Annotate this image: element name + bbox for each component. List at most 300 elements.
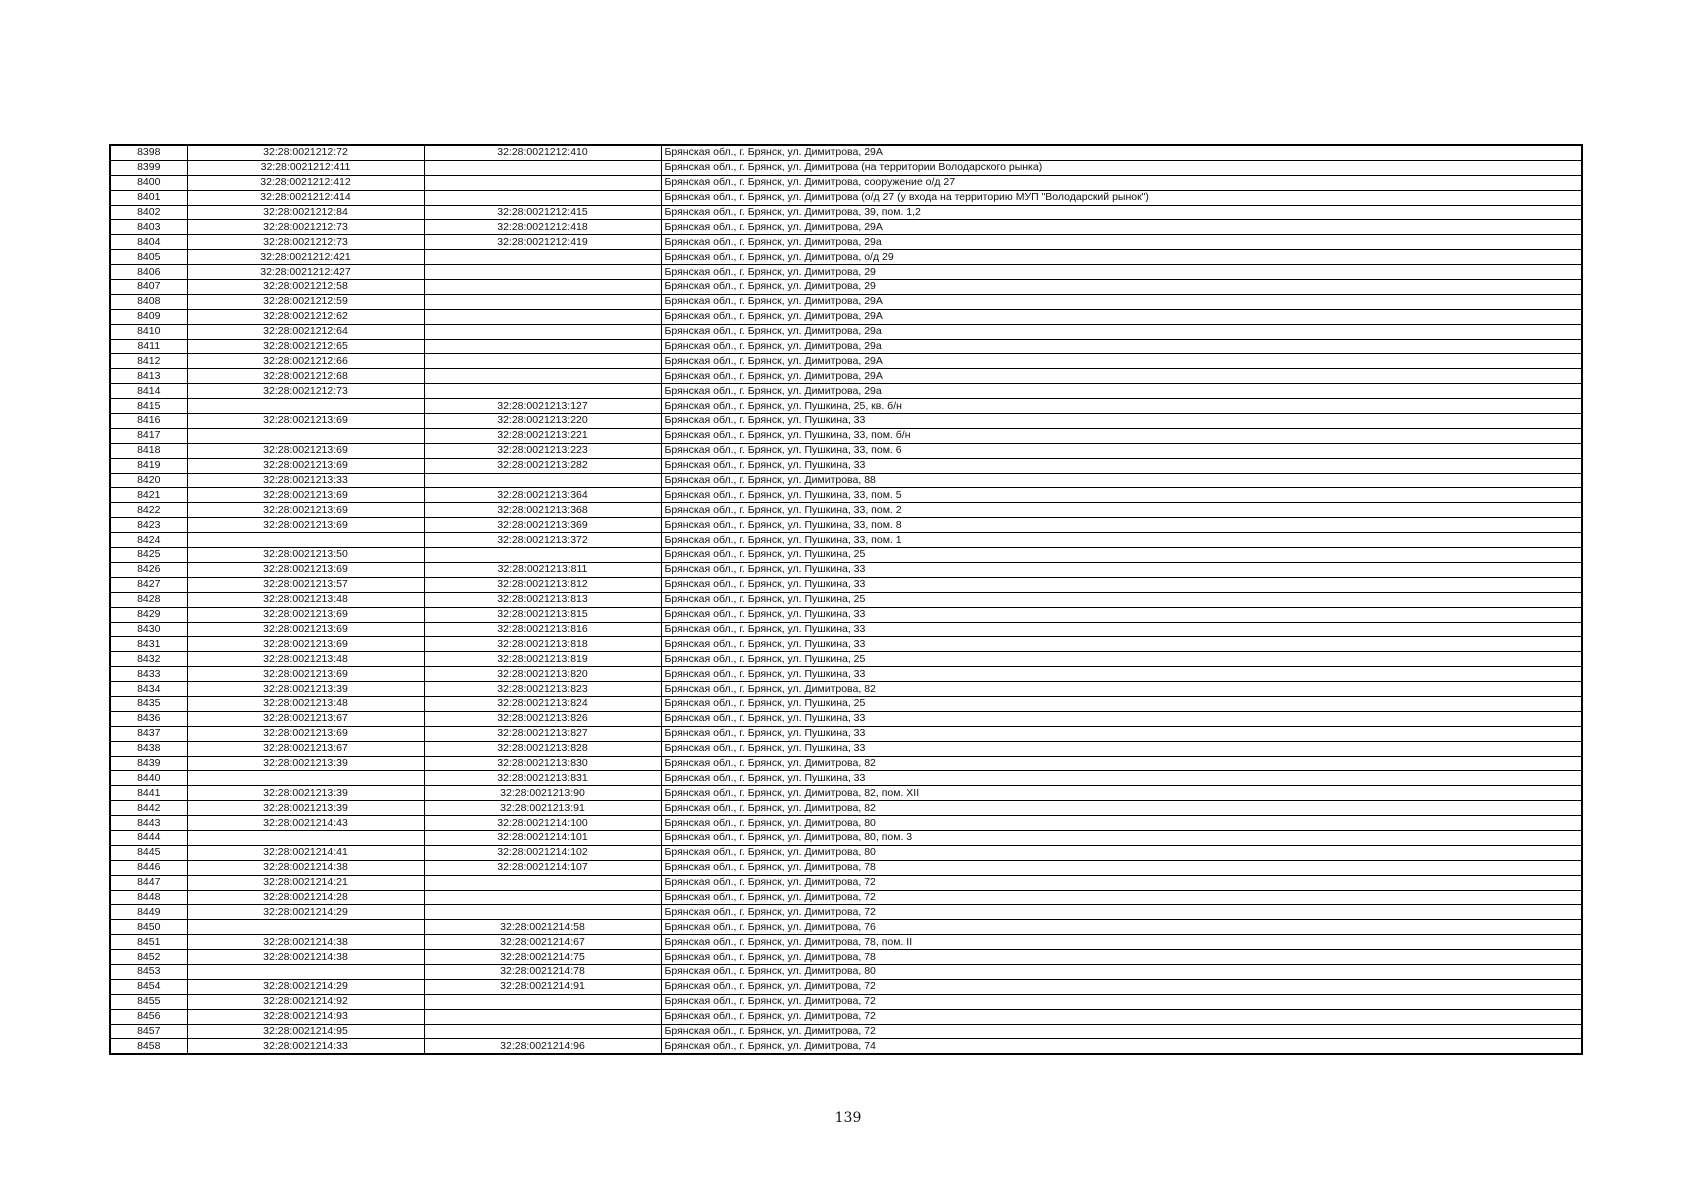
- row-number-cell: 8420: [110, 473, 187, 488]
- parcel-number-cell: 32:28:0021212:72: [187, 145, 424, 160]
- parcel-number-cell: 32:28:0021212:62: [187, 309, 424, 324]
- address-cell: Брянская обл., г. Брянск, ул. Димитрова, 76: [661, 920, 1582, 935]
- row-number-cell: 8436: [110, 711, 187, 726]
- row-number-cell: 8402: [110, 205, 187, 220]
- row-number-cell: 8439: [110, 756, 187, 771]
- address-cell: Брянская обл., г. Брянск, ул. Пушкина, 33, пом. 2: [661, 503, 1582, 518]
- row-number-cell: 8435: [110, 696, 187, 711]
- address-cell: Брянская обл., г. Брянск, ул. Димитрова, 74: [661, 1039, 1582, 1054]
- row-number-cell: 8450: [110, 920, 187, 935]
- table-row: [110, 518, 1582, 533]
- address-cell: Брянская обл., г. Брянск, ул. Димитрова, 29А: [661, 309, 1582, 324]
- row-number-cell: 8422: [110, 503, 187, 518]
- row-number-cell: 8456: [110, 1009, 187, 1024]
- table-row: [110, 741, 1582, 756]
- parcel-number-cell: 32:28:0021214:28: [187, 890, 424, 905]
- object-number-cell: 32:28:0021213:827: [424, 726, 661, 741]
- row-number-cell: 8432: [110, 652, 187, 667]
- parcel-number-cell: 32:28:0021212:58: [187, 280, 424, 295]
- row-number-cell: 8431: [110, 637, 187, 652]
- object-number-cell: 32:28:0021213:816: [424, 622, 661, 637]
- table-row: [110, 548, 1582, 563]
- parcel-number-cell: [187, 533, 424, 548]
- table-row: [110, 175, 1582, 190]
- parcel-number-cell: 32:28:0021213:69: [187, 503, 424, 518]
- parcel-number-cell: 32:28:0021212:84: [187, 205, 424, 220]
- parcel-number-cell: 32:28:0021212:66: [187, 354, 424, 369]
- table-row: [110, 890, 1582, 905]
- object-number-cell: 32:28:0021214:67: [424, 935, 661, 950]
- parcel-number-cell: 32:28:0021213:33: [187, 473, 424, 488]
- table-row: [110, 592, 1582, 607]
- address-cell: Брянская обл., г. Брянск, ул. Пушкина, 33: [661, 711, 1582, 726]
- row-number-cell: 8415: [110, 399, 187, 414]
- address-cell: Брянская обл., г. Брянск, ул. Димитрова, 29: [661, 265, 1582, 280]
- object-number-cell: 32:28:0021213:90: [424, 786, 661, 801]
- table-row: [110, 503, 1582, 518]
- parcel-number-cell: 32:28:0021213:69: [187, 622, 424, 637]
- object-number-cell: 32:28:0021213:220: [424, 414, 661, 429]
- object-number-cell: 32:28:0021213:826: [424, 711, 661, 726]
- row-number-cell: 8449: [110, 905, 187, 920]
- parcel-number-cell: 32:28:0021213:48: [187, 696, 424, 711]
- parcel-number-cell: 32:28:0021213:39: [187, 801, 424, 816]
- parcel-number-cell: 32:28:0021213:39: [187, 756, 424, 771]
- object-number-cell: 32:28:0021212:415: [424, 205, 661, 220]
- row-number-cell: 8447: [110, 875, 187, 890]
- table-row: [110, 756, 1582, 771]
- parcel-number-cell: 32:28:0021213:50: [187, 548, 424, 563]
- row-number-cell: 8414: [110, 384, 187, 399]
- parcel-number-cell: 32:28:0021214:21: [187, 875, 424, 890]
- parcel-number-cell: [187, 964, 424, 979]
- object-number-cell: 32:28:0021214:96: [424, 1039, 661, 1054]
- row-number-cell: 8410: [110, 324, 187, 339]
- parcel-number-cell: 32:28:0021214:93: [187, 1009, 424, 1024]
- address-cell: Брянская обл., г. Брянск, ул. Димитрова, 88: [661, 473, 1582, 488]
- table-row: [110, 860, 1582, 875]
- row-number-cell: 8407: [110, 280, 187, 295]
- parcel-number-cell: 32:28:0021213:69: [187, 562, 424, 577]
- object-number-cell: 32:28:0021213:824: [424, 696, 661, 711]
- row-number-cell: 8446: [110, 860, 187, 875]
- table-row: [110, 280, 1582, 295]
- object-number-cell: 32:28:0021213:831: [424, 771, 661, 786]
- table-row: [110, 935, 1582, 950]
- row-number-cell: 8399: [110, 160, 187, 175]
- parcel-number-cell: 32:28:0021212:421: [187, 250, 424, 265]
- address-cell: Брянская обл., г. Брянск, ул. Пушкина, 33, пом. 5: [661, 488, 1582, 503]
- address-cell: Брянская обл., г. Брянск, ул. Димитрова, 78: [661, 950, 1582, 965]
- row-number-cell: 8409: [110, 309, 187, 324]
- table-row: [110, 473, 1582, 488]
- row-number-cell: 8408: [110, 294, 187, 309]
- address-cell: Брянская обл., г. Брянск, ул. Димитрова, 29А: [661, 294, 1582, 309]
- table-row: [110, 160, 1582, 175]
- table-row: [110, 354, 1582, 369]
- table-row: [110, 562, 1582, 577]
- address-cell: Брянская обл., г. Брянск, ул. Димитрова, 39, пом. 1,2: [661, 205, 1582, 220]
- table-row: [110, 309, 1582, 324]
- address-cell: Брянская обл., г. Брянск, ул. Димитрова, 78: [661, 860, 1582, 875]
- row-number-cell: 8452: [110, 950, 187, 965]
- address-cell: Брянская обл., г. Брянск, ул. Пушкина, 33: [661, 637, 1582, 652]
- table-row: [110, 488, 1582, 503]
- address-cell: Брянская обл., г. Брянск, ул. Димитрова, 29А: [661, 369, 1582, 384]
- parcel-number-cell: 32:28:0021213:67: [187, 711, 424, 726]
- parcel-number-cell: 32:28:0021213:69: [187, 458, 424, 473]
- object-number-cell: 32:28:0021213:815: [424, 607, 661, 622]
- address-cell: Брянская обл., г. Брянск, ул. Димитрова, 72: [661, 875, 1582, 890]
- address-cell: Брянская обл., г. Брянск, ул. Пушкина, 33: [661, 607, 1582, 622]
- row-number-cell: 8458: [110, 1039, 187, 1054]
- parcel-number-cell: 32:28:0021214:92: [187, 994, 424, 1009]
- parcel-number-cell: 32:28:0021214:95: [187, 1024, 424, 1039]
- row-number-cell: 8403: [110, 220, 187, 235]
- row-number-cell: 8418: [110, 443, 187, 458]
- address-cell: Брянская обл., г. Брянск, ул. Димитрова, 29А: [661, 220, 1582, 235]
- row-number-cell: 8412: [110, 354, 187, 369]
- parcel-number-cell: 32:28:0021212:73: [187, 384, 424, 399]
- table-row: [110, 667, 1582, 682]
- parcel-number-cell: 32:28:0021214:29: [187, 905, 424, 920]
- table-row: [110, 1024, 1582, 1039]
- row-number-cell: 8419: [110, 458, 187, 473]
- row-number-cell: 8433: [110, 667, 187, 682]
- address-cell: Брянская обл., г. Брянск, ул. Димитрова, 29а: [661, 384, 1582, 399]
- address-cell: Брянская обл., г. Брянск, ул. Пушкина, 33: [661, 771, 1582, 786]
- object-number-cell: 32:28:0021213:282: [424, 458, 661, 473]
- object-number-cell: [424, 875, 661, 890]
- table-row: [110, 964, 1582, 979]
- row-number-cell: 8430: [110, 622, 187, 637]
- parcel-number-cell: 32:28:0021212:73: [187, 235, 424, 250]
- row-number-cell: 8405: [110, 250, 187, 265]
- object-number-cell: 32:28:0021214:58: [424, 920, 661, 935]
- object-number-cell: 32:28:0021214:101: [424, 830, 661, 845]
- row-number-cell: 8451: [110, 935, 187, 950]
- parcel-number-cell: 32:28:0021212:414: [187, 190, 424, 205]
- table-row: [110, 294, 1582, 309]
- row-number-cell: 8434: [110, 682, 187, 697]
- parcel-number-cell: 32:28:0021213:39: [187, 786, 424, 801]
- address-cell: Брянская обл., г. Брянск, ул. Димитрова, 80, пом. 3: [661, 830, 1582, 845]
- row-number-cell: 8444: [110, 830, 187, 845]
- table-row: [110, 801, 1582, 816]
- parcel-number-cell: [187, 399, 424, 414]
- address-cell: Брянская обл., г. Брянск, ул. Димитрова, 29а: [661, 339, 1582, 354]
- table-row: [110, 414, 1582, 429]
- parcel-number-cell: 32:28:0021213:69: [187, 518, 424, 533]
- parcel-number-cell: [187, 771, 424, 786]
- table-row: [110, 652, 1582, 667]
- object-number-cell: 32:28:0021213:813: [424, 592, 661, 607]
- table-row: [110, 205, 1582, 220]
- table-row: [110, 235, 1582, 250]
- address-cell: Брянская обл., г. Брянск, ул. Димитрова, 72: [661, 994, 1582, 1009]
- table-row: [110, 399, 1582, 414]
- parcel-number-cell: 32:28:0021212:412: [187, 175, 424, 190]
- table-row: [110, 607, 1582, 622]
- object-number-cell: 32:28:0021213:812: [424, 577, 661, 592]
- row-number-cell: 8417: [110, 428, 187, 443]
- address-cell: Брянская обл., г. Брянск, ул. Димитрова, 29а: [661, 324, 1582, 339]
- address-cell: Брянская обл., г. Брянск, ул. Димитрова, 29а: [661, 235, 1582, 250]
- parcel-number-cell: 32:28:0021212:68: [187, 369, 424, 384]
- address-cell: Брянская обл., г. Брянск, ул. Пушкина, 33: [661, 562, 1582, 577]
- parcel-number-cell: 32:28:0021212:64: [187, 324, 424, 339]
- object-number-cell: [424, 324, 661, 339]
- address-cell: Брянская обл., г. Брянск, ул. Димитрова, 72: [661, 1024, 1582, 1039]
- row-number-cell: 8440: [110, 771, 187, 786]
- address-cell: Брянская обл., г. Брянск, ул. Пушкина, 25: [661, 696, 1582, 711]
- address-cell: Брянская обл., г. Брянск, ул. Пушкина, 33, пом. 6: [661, 443, 1582, 458]
- table-row: [110, 369, 1582, 384]
- parcel-number-cell: 32:28:0021212:65: [187, 339, 424, 354]
- address-cell: Брянская обл., г. Брянск, ул. Пушкина, 25, кв. б/н: [661, 399, 1582, 414]
- address-cell: Брянская обл., г. Брянск, ул. Димитрова, 82: [661, 682, 1582, 697]
- object-number-cell: 32:28:0021214:102: [424, 845, 661, 860]
- address-cell: Брянская обл., г. Брянск, ул. Пушкина, 33: [661, 667, 1582, 682]
- row-number-cell: 8423: [110, 518, 187, 533]
- object-number-cell: 32:28:0021212:418: [424, 220, 661, 235]
- parcel-number-cell: 32:28:0021213:69: [187, 443, 424, 458]
- registry-table: [109, 144, 1583, 1055]
- address-cell: Брянская обл., г. Брянск, ул. Димитрова, 72: [661, 890, 1582, 905]
- address-cell: Брянская обл., г. Брянск, ул. Пушкина, 25: [661, 592, 1582, 607]
- row-number-cell: 8401: [110, 190, 187, 205]
- object-number-cell: 32:28:0021213:372: [424, 533, 661, 548]
- table-row: [110, 384, 1582, 399]
- parcel-number-cell: 32:28:0021213:57: [187, 577, 424, 592]
- parcel-number-cell: [187, 428, 424, 443]
- table-row: [110, 696, 1582, 711]
- address-cell: Брянская обл., г. Брянск, ул. Димитрова, 72: [661, 1009, 1582, 1024]
- object-number-cell: [424, 309, 661, 324]
- object-number-cell: [424, 354, 661, 369]
- parcel-number-cell: 32:28:0021213:69: [187, 667, 424, 682]
- object-number-cell: [424, 190, 661, 205]
- object-number-cell: 32:28:0021213:820: [424, 667, 661, 682]
- table-row: [110, 577, 1582, 592]
- object-number-cell: [424, 280, 661, 295]
- address-cell: Брянская обл., г. Брянск, ул. Димитрова, 78, пом. II: [661, 935, 1582, 950]
- table-row: [110, 682, 1582, 697]
- parcel-number-cell: 32:28:0021214:38: [187, 935, 424, 950]
- row-number-cell: 8457: [110, 1024, 187, 1039]
- address-cell: Брянская обл., г. Брянск, ул. Димитрова, 80: [661, 964, 1582, 979]
- object-number-cell: [424, 265, 661, 280]
- row-number-cell: 8424: [110, 533, 187, 548]
- table-row: [110, 816, 1582, 831]
- object-number-cell: 32:28:0021213:221: [424, 428, 661, 443]
- table-row: [110, 443, 1582, 458]
- row-number-cell: 8438: [110, 741, 187, 756]
- row-number-cell: 8429: [110, 607, 187, 622]
- address-cell: Брянская обл., г. Брянск, ул. Димитрова, 80: [661, 816, 1582, 831]
- address-cell: Брянская обл., г. Брянск, ул. Димитрова, 82, пом. XII: [661, 786, 1582, 801]
- row-number-cell: 8413: [110, 369, 187, 384]
- object-number-cell: 32:28:0021214:75: [424, 950, 661, 965]
- parcel-number-cell: 32:28:0021213:69: [187, 488, 424, 503]
- row-number-cell: 8455: [110, 994, 187, 1009]
- table-row: [110, 726, 1582, 741]
- object-number-cell: 32:28:0021213:823: [424, 682, 661, 697]
- address-cell: Брянская обл., г. Брянск, ул. Димитрова, 29: [661, 280, 1582, 295]
- row-number-cell: 8400: [110, 175, 187, 190]
- row-number-cell: 8416: [110, 414, 187, 429]
- address-cell: Брянская обл., г. Брянск, ул. Пушкина, 33, пом. б/н: [661, 428, 1582, 443]
- table-row: [110, 979, 1582, 994]
- object-number-cell: [424, 384, 661, 399]
- table-row: [110, 250, 1582, 265]
- parcel-number-cell: 32:28:0021212:411: [187, 160, 424, 175]
- table-row: [110, 220, 1582, 235]
- row-number-cell: 8411: [110, 339, 187, 354]
- address-cell: Брянская обл., г. Брянск, ул. Димитрова, 29А: [661, 354, 1582, 369]
- parcel-number-cell: 32:28:0021212:73: [187, 220, 424, 235]
- address-cell: Брянская обл., г. Брянск, ул. Димитрова (о/д 27 (у входа на территорию МУП "Володарский рынок"): [661, 190, 1582, 205]
- table-row: [110, 339, 1582, 354]
- address-cell: Брянская обл., г. Брянск, ул. Димитрова, 82: [661, 801, 1582, 816]
- object-number-cell: 32:28:0021213:364: [424, 488, 661, 503]
- object-number-cell: [424, 339, 661, 354]
- address-cell: Брянская обл., г. Брянск, ул. Пушкина, 33: [661, 577, 1582, 592]
- object-number-cell: [424, 294, 661, 309]
- row-number-cell: 8426: [110, 562, 187, 577]
- table-row: [110, 622, 1582, 637]
- table-row: [110, 875, 1582, 890]
- table-row: [110, 324, 1582, 339]
- row-number-cell: 8441: [110, 786, 187, 801]
- object-number-cell: 32:28:0021213:223: [424, 443, 661, 458]
- address-cell: Брянская обл., г. Брянск, ул. Димитрова, 29А: [661, 145, 1582, 160]
- address-cell: Брянская обл., г. Брянск, ул. Димитрова, о/д 29: [661, 250, 1582, 265]
- object-number-cell: [424, 905, 661, 920]
- address-cell: Брянская обл., г. Брянск, ул. Димитрова, 72: [661, 905, 1582, 920]
- object-number-cell: 32:28:0021213:828: [424, 741, 661, 756]
- table-row: [110, 786, 1582, 801]
- parcel-number-cell: 32:28:0021214:38: [187, 860, 424, 875]
- object-number-cell: 32:28:0021214:107: [424, 860, 661, 875]
- table-row: [110, 905, 1582, 920]
- row-number-cell: 8421: [110, 488, 187, 503]
- parcel-number-cell: 32:28:0021213:69: [187, 414, 424, 429]
- parcel-number-cell: 32:28:0021213:39: [187, 682, 424, 697]
- table-row: [110, 994, 1582, 1009]
- row-number-cell: 8448: [110, 890, 187, 905]
- object-number-cell: [424, 1024, 661, 1039]
- parcel-number-cell: [187, 830, 424, 845]
- row-number-cell: 8428: [110, 592, 187, 607]
- page-number: 139: [834, 1110, 862, 1126]
- row-number-cell: 8442: [110, 801, 187, 816]
- object-number-cell: [424, 994, 661, 1009]
- object-number-cell: 32:28:0021212:410: [424, 145, 661, 160]
- row-number-cell: 8425: [110, 548, 187, 563]
- table-row: [110, 265, 1582, 280]
- address-cell: Брянская обл., г. Брянск, ул. Пушкина, 33: [661, 622, 1582, 637]
- table-row: [110, 711, 1582, 726]
- row-number-cell: 8437: [110, 726, 187, 741]
- address-cell: Брянская обл., г. Брянск, ул. Пушкина, 33: [661, 741, 1582, 756]
- address-cell: Брянская обл., г. Брянск, ул. Пушкина, 33, пом. 8: [661, 518, 1582, 533]
- table-row: [110, 533, 1582, 548]
- parcel-number-cell: 32:28:0021214:33: [187, 1039, 424, 1054]
- row-number-cell: 8443: [110, 816, 187, 831]
- address-cell: Брянская обл., г. Брянск, ул. Димитрова, сооружение о/д 27: [661, 175, 1582, 190]
- table-row: [110, 637, 1582, 652]
- object-number-cell: [424, 369, 661, 384]
- parcel-number-cell: 32:28:0021213:67: [187, 741, 424, 756]
- row-number-cell: 8404: [110, 235, 187, 250]
- object-number-cell: 32:28:0021213:91: [424, 801, 661, 816]
- object-number-cell: 32:28:0021213:127: [424, 399, 661, 414]
- object-number-cell: 32:28:0021213:811: [424, 562, 661, 577]
- object-number-cell: [424, 1009, 661, 1024]
- parcel-number-cell: 32:28:0021214:43: [187, 816, 424, 831]
- object-number-cell: [424, 890, 661, 905]
- object-number-cell: 32:28:0021214:91: [424, 979, 661, 994]
- object-number-cell: 32:28:0021212:419: [424, 235, 661, 250]
- parcel-number-cell: 32:28:0021212:427: [187, 265, 424, 280]
- parcel-number-cell: [187, 920, 424, 935]
- row-number-cell: 8398: [110, 145, 187, 160]
- parcel-number-cell: 32:28:0021214:38: [187, 950, 424, 965]
- parcel-number-cell: 32:28:0021213:48: [187, 652, 424, 667]
- parcel-number-cell: 32:28:0021212:59: [187, 294, 424, 309]
- object-number-cell: [424, 250, 661, 265]
- object-number-cell: [424, 160, 661, 175]
- object-number-cell: [424, 175, 661, 190]
- object-number-cell: 32:28:0021213:819: [424, 652, 661, 667]
- table-row: [110, 458, 1582, 473]
- registry-table-body: [110, 145, 1582, 1054]
- parcel-number-cell: 32:28:0021214:29: [187, 979, 424, 994]
- object-number-cell: 32:28:0021213:830: [424, 756, 661, 771]
- table-row: [110, 845, 1582, 860]
- table-row: [110, 1039, 1582, 1054]
- address-cell: Брянская обл., г. Брянск, ул. Димитрова, 82: [661, 756, 1582, 771]
- address-cell: Брянская обл., г. Брянск, ул. Пушкина, 33: [661, 414, 1582, 429]
- address-cell: Брянская обл., г. Брянск, ул. Пушкина, 33, пом. 1: [661, 533, 1582, 548]
- address-cell: Брянская обл., г. Брянск, ул. Пушкина, 25: [661, 548, 1582, 563]
- table-row: [110, 771, 1582, 786]
- address-cell: Брянская обл., г. Брянск, ул. Пушкина, 25: [661, 652, 1582, 667]
- address-cell: Брянская обл., г. Брянск, ул. Пушкина, 33: [661, 726, 1582, 741]
- table-row: [110, 190, 1582, 205]
- parcel-number-cell: 32:28:0021213:69: [187, 637, 424, 652]
- object-number-cell: [424, 548, 661, 563]
- row-number-cell: 8453: [110, 964, 187, 979]
- parcel-number-cell: 32:28:0021213:69: [187, 607, 424, 622]
- address-cell: Брянская обл., г. Брянск, ул. Димитрова, 72: [661, 979, 1582, 994]
- address-cell: Брянская обл., г. Брянск, ул. Пушкина, 33: [661, 458, 1582, 473]
- table-row: [110, 920, 1582, 935]
- row-number-cell: 8406: [110, 265, 187, 280]
- parcel-number-cell: 32:28:0021214:41: [187, 845, 424, 860]
- object-number-cell: 32:28:0021213:368: [424, 503, 661, 518]
- row-number-cell: 8445: [110, 845, 187, 860]
- table-row: [110, 428, 1582, 443]
- table-row: [110, 950, 1582, 965]
- table-row: [110, 1009, 1582, 1024]
- object-number-cell: 32:28:0021213:369: [424, 518, 661, 533]
- object-number-cell: [424, 473, 661, 488]
- address-cell: Брянская обл., г. Брянск, ул. Димитрова, 80: [661, 845, 1582, 860]
- object-number-cell: 32:28:0021213:818: [424, 637, 661, 652]
- object-number-cell: 32:28:0021214:100: [424, 816, 661, 831]
